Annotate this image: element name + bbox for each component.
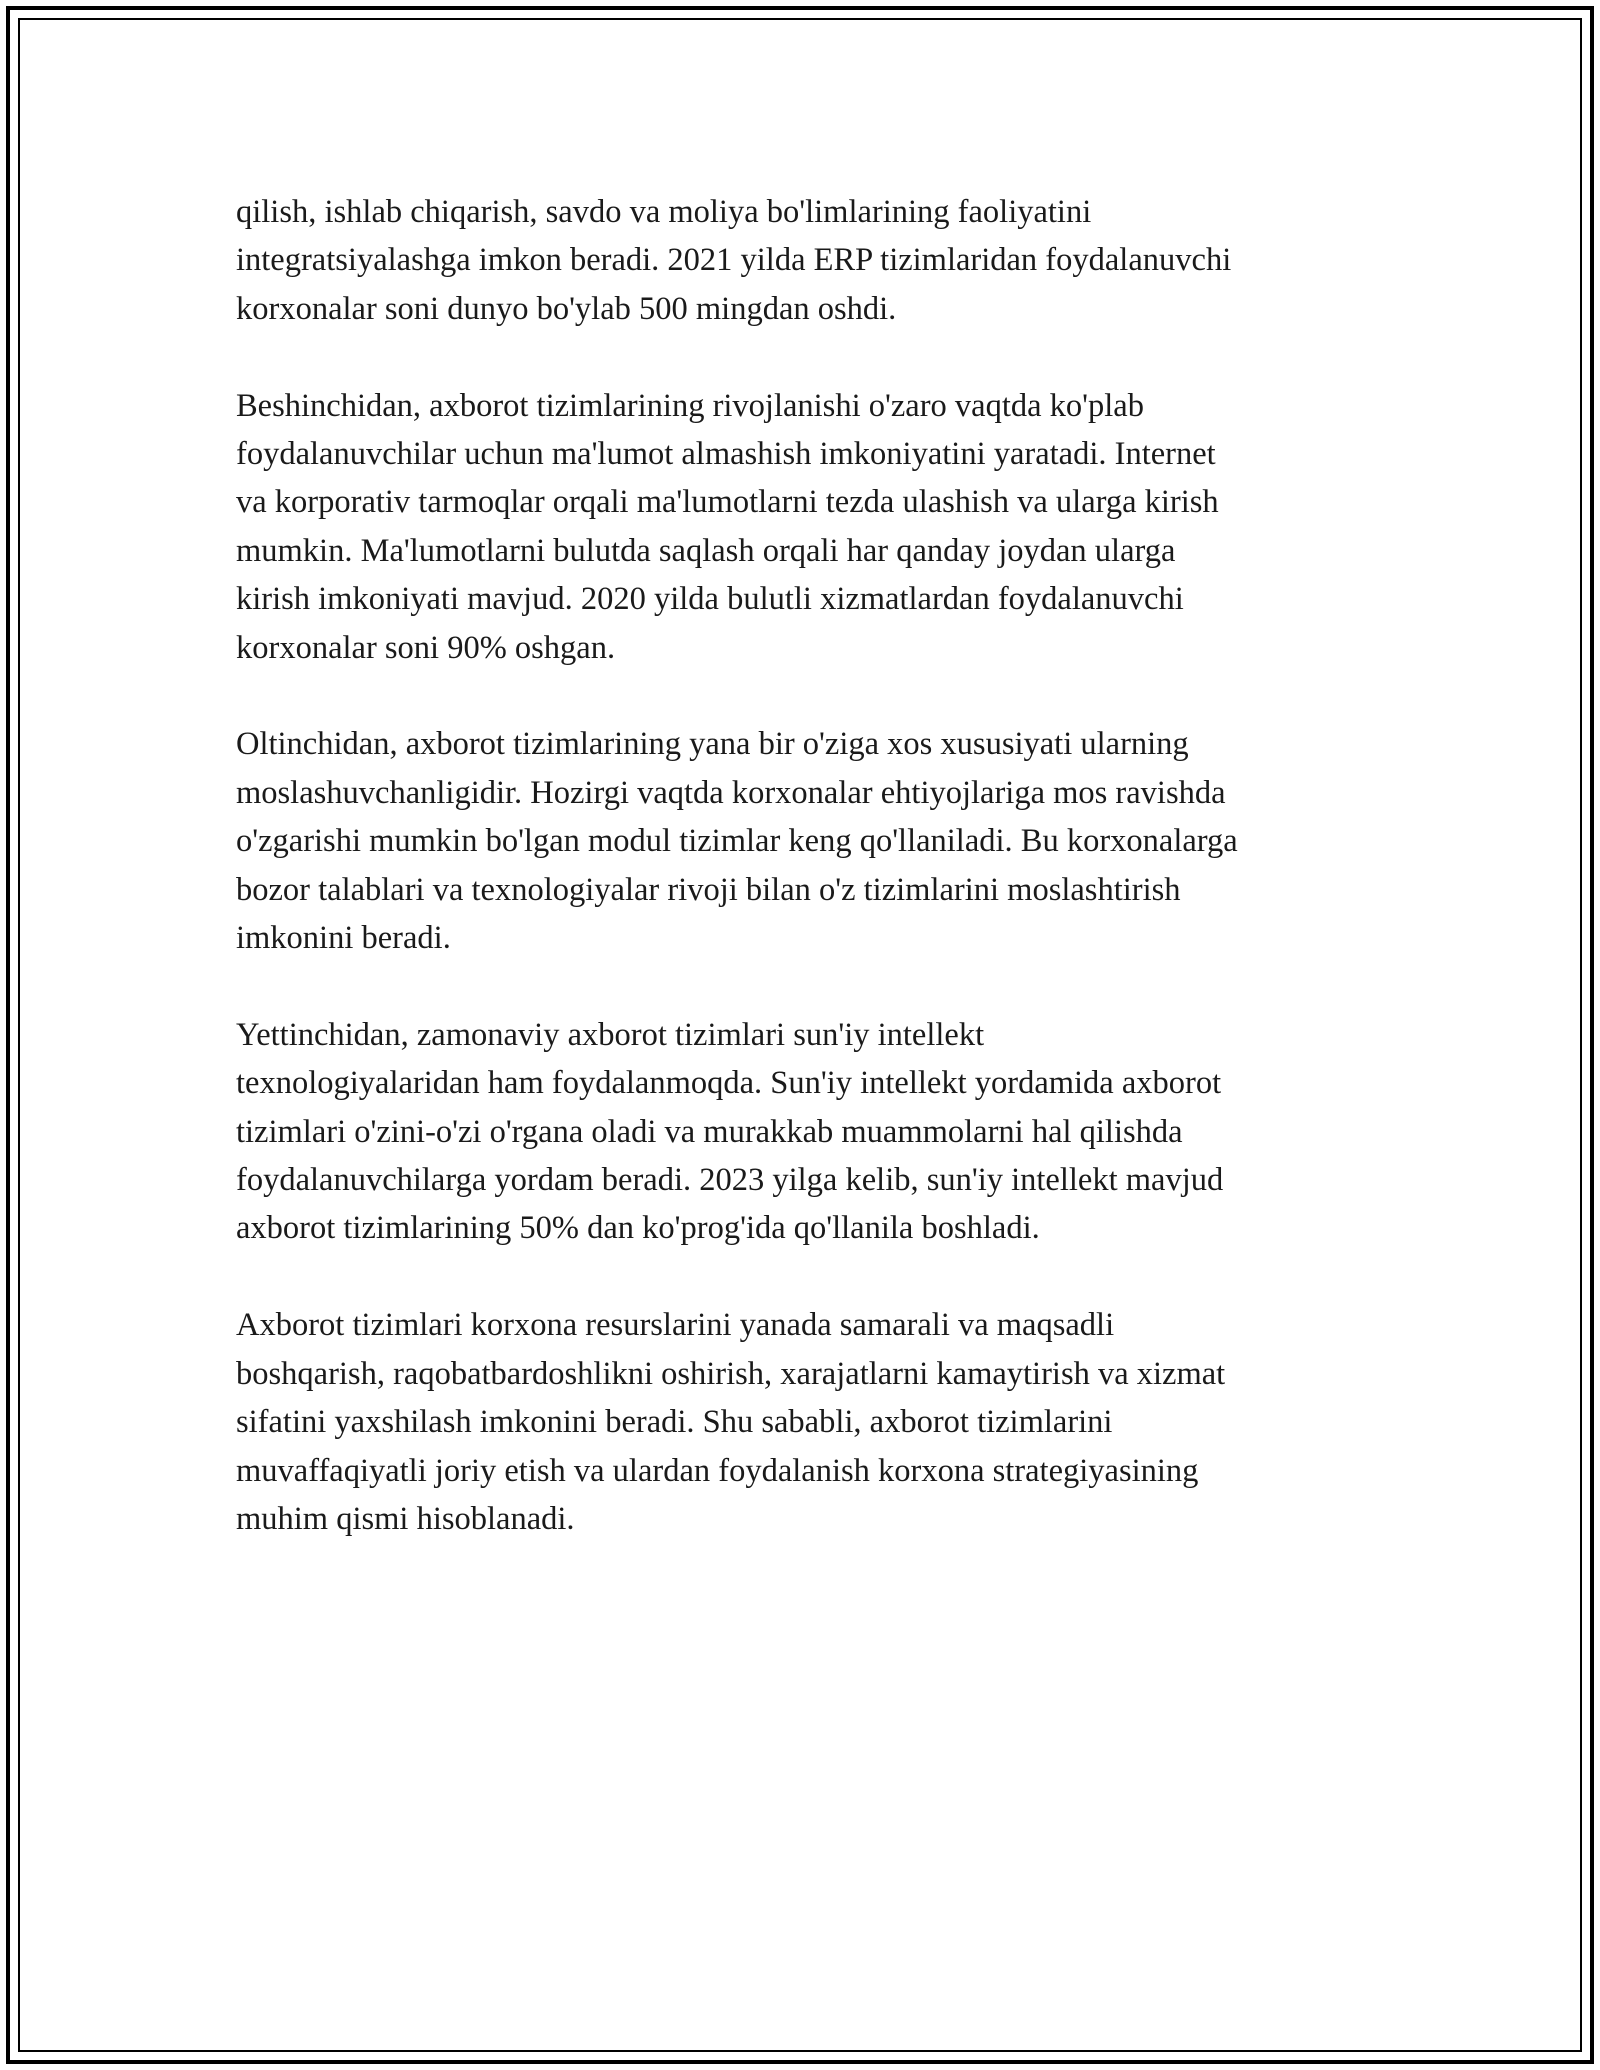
paragraph-seventh bbox=[236, 1011, 1406, 1253]
text-line: integratsiyalashga imkon beradi. 2021 yilda ERP tizimlaridan foydalanuvchi bbox=[236, 242, 1232, 279]
document-body bbox=[236, 188, 1406, 1592]
text-line: moslashuvchanligidir. Hozirgi vaqtda korxonalar ehtiyojlariga mos ravishda bbox=[236, 774, 1226, 811]
text-line: sifatini yaxshilash imkonini beradi. Shu sababli, axborot tizimlarini bbox=[236, 1404, 1113, 1441]
text-line: Axborot tizimlari korxona resurslarini yanada samarali va maqsadli bbox=[236, 1307, 1115, 1344]
text-line: bozor talablari va texnologiyalar rivoji bilan o'z tizimlarini moslashtirish bbox=[236, 871, 1181, 908]
text-line: qilish, ishlab chiqarish, savdo va moliya bo'limlarining faoliyatini bbox=[236, 194, 1092, 230]
text-line: imkonini beradi. bbox=[236, 920, 451, 957]
text-line: foydalanuvchilar uchun ma'lumot almashish imkoniyatini yaratadi. Internet bbox=[236, 436, 1216, 473]
paragraph-conclusion bbox=[236, 1301, 1406, 1543]
text-line: o'zgarishi mumkin bo'lgan modul tizimlar keng qo'llaniladi. Bu korxonalarga bbox=[236, 823, 1238, 860]
text-line: axborot tizimlarining 50% dan ko'prog'ida qo'llanila boshladi. bbox=[236, 1210, 1040, 1247]
text-line: texnologiyalaridan ham foydalanmoqda. Sun'iy intellekt yordamida axborot bbox=[236, 1065, 1222, 1102]
text-line: boshqarish, raqobatbardoshlikni oshirish, xarajatlarni kamaytirish va xizmat bbox=[236, 1355, 1226, 1392]
text-line: tizimlari o'zini-o'zi o'rgana oladi va murakkab muammolarni hal qilishda bbox=[236, 1113, 1183, 1150]
paragraph-fifth bbox=[236, 382, 1406, 672]
text-line: va korporativ tarmoqlar orqali ma'lumotlarni tezda ulashish va ularga kirish bbox=[236, 484, 1219, 521]
text-line: mumkin. Ma'lumotlarni bulutda saqlash orqali har qanday joydan ularga bbox=[236, 532, 1176, 569]
text-line: Oltinchidan, axborot tizimlarining yana bir o'ziga xos xususiyati ularning bbox=[236, 726, 1189, 763]
text-line: muhim qismi hisoblanadi. bbox=[236, 1500, 575, 1537]
text-line: muvaffaqiyatli joriy etish va ulardan foydalanish korxona strategiyasining bbox=[236, 1452, 1199, 1489]
text-line: Beshinchidan, axborot tizimlarining rivojlanishi o'zaro vaqtda ko'plab bbox=[236, 387, 1144, 424]
text-line: korxonalar soni dunyo bo'ylab 500 mingdan oshdi. bbox=[236, 290, 897, 327]
text-line: korxonalar soni 90% oshgan. bbox=[236, 629, 616, 666]
paragraph-sixth bbox=[236, 720, 1406, 962]
text-line: foydalanuvchilarga yordam beradi. 2023 yilga kelib, sun'iy intellekt mavjud bbox=[236, 1162, 1224, 1199]
text-line: Yettinchidan, zamonaviy axborot tizimlari sun'iy intellekt bbox=[236, 1016, 985, 1053]
text-line: kirish imkoniyati mavjud. 2020 yilda bulutli xizmatlardan foydalanuvchi bbox=[236, 581, 1184, 618]
paragraph-erp-integration bbox=[236, 188, 1406, 333]
